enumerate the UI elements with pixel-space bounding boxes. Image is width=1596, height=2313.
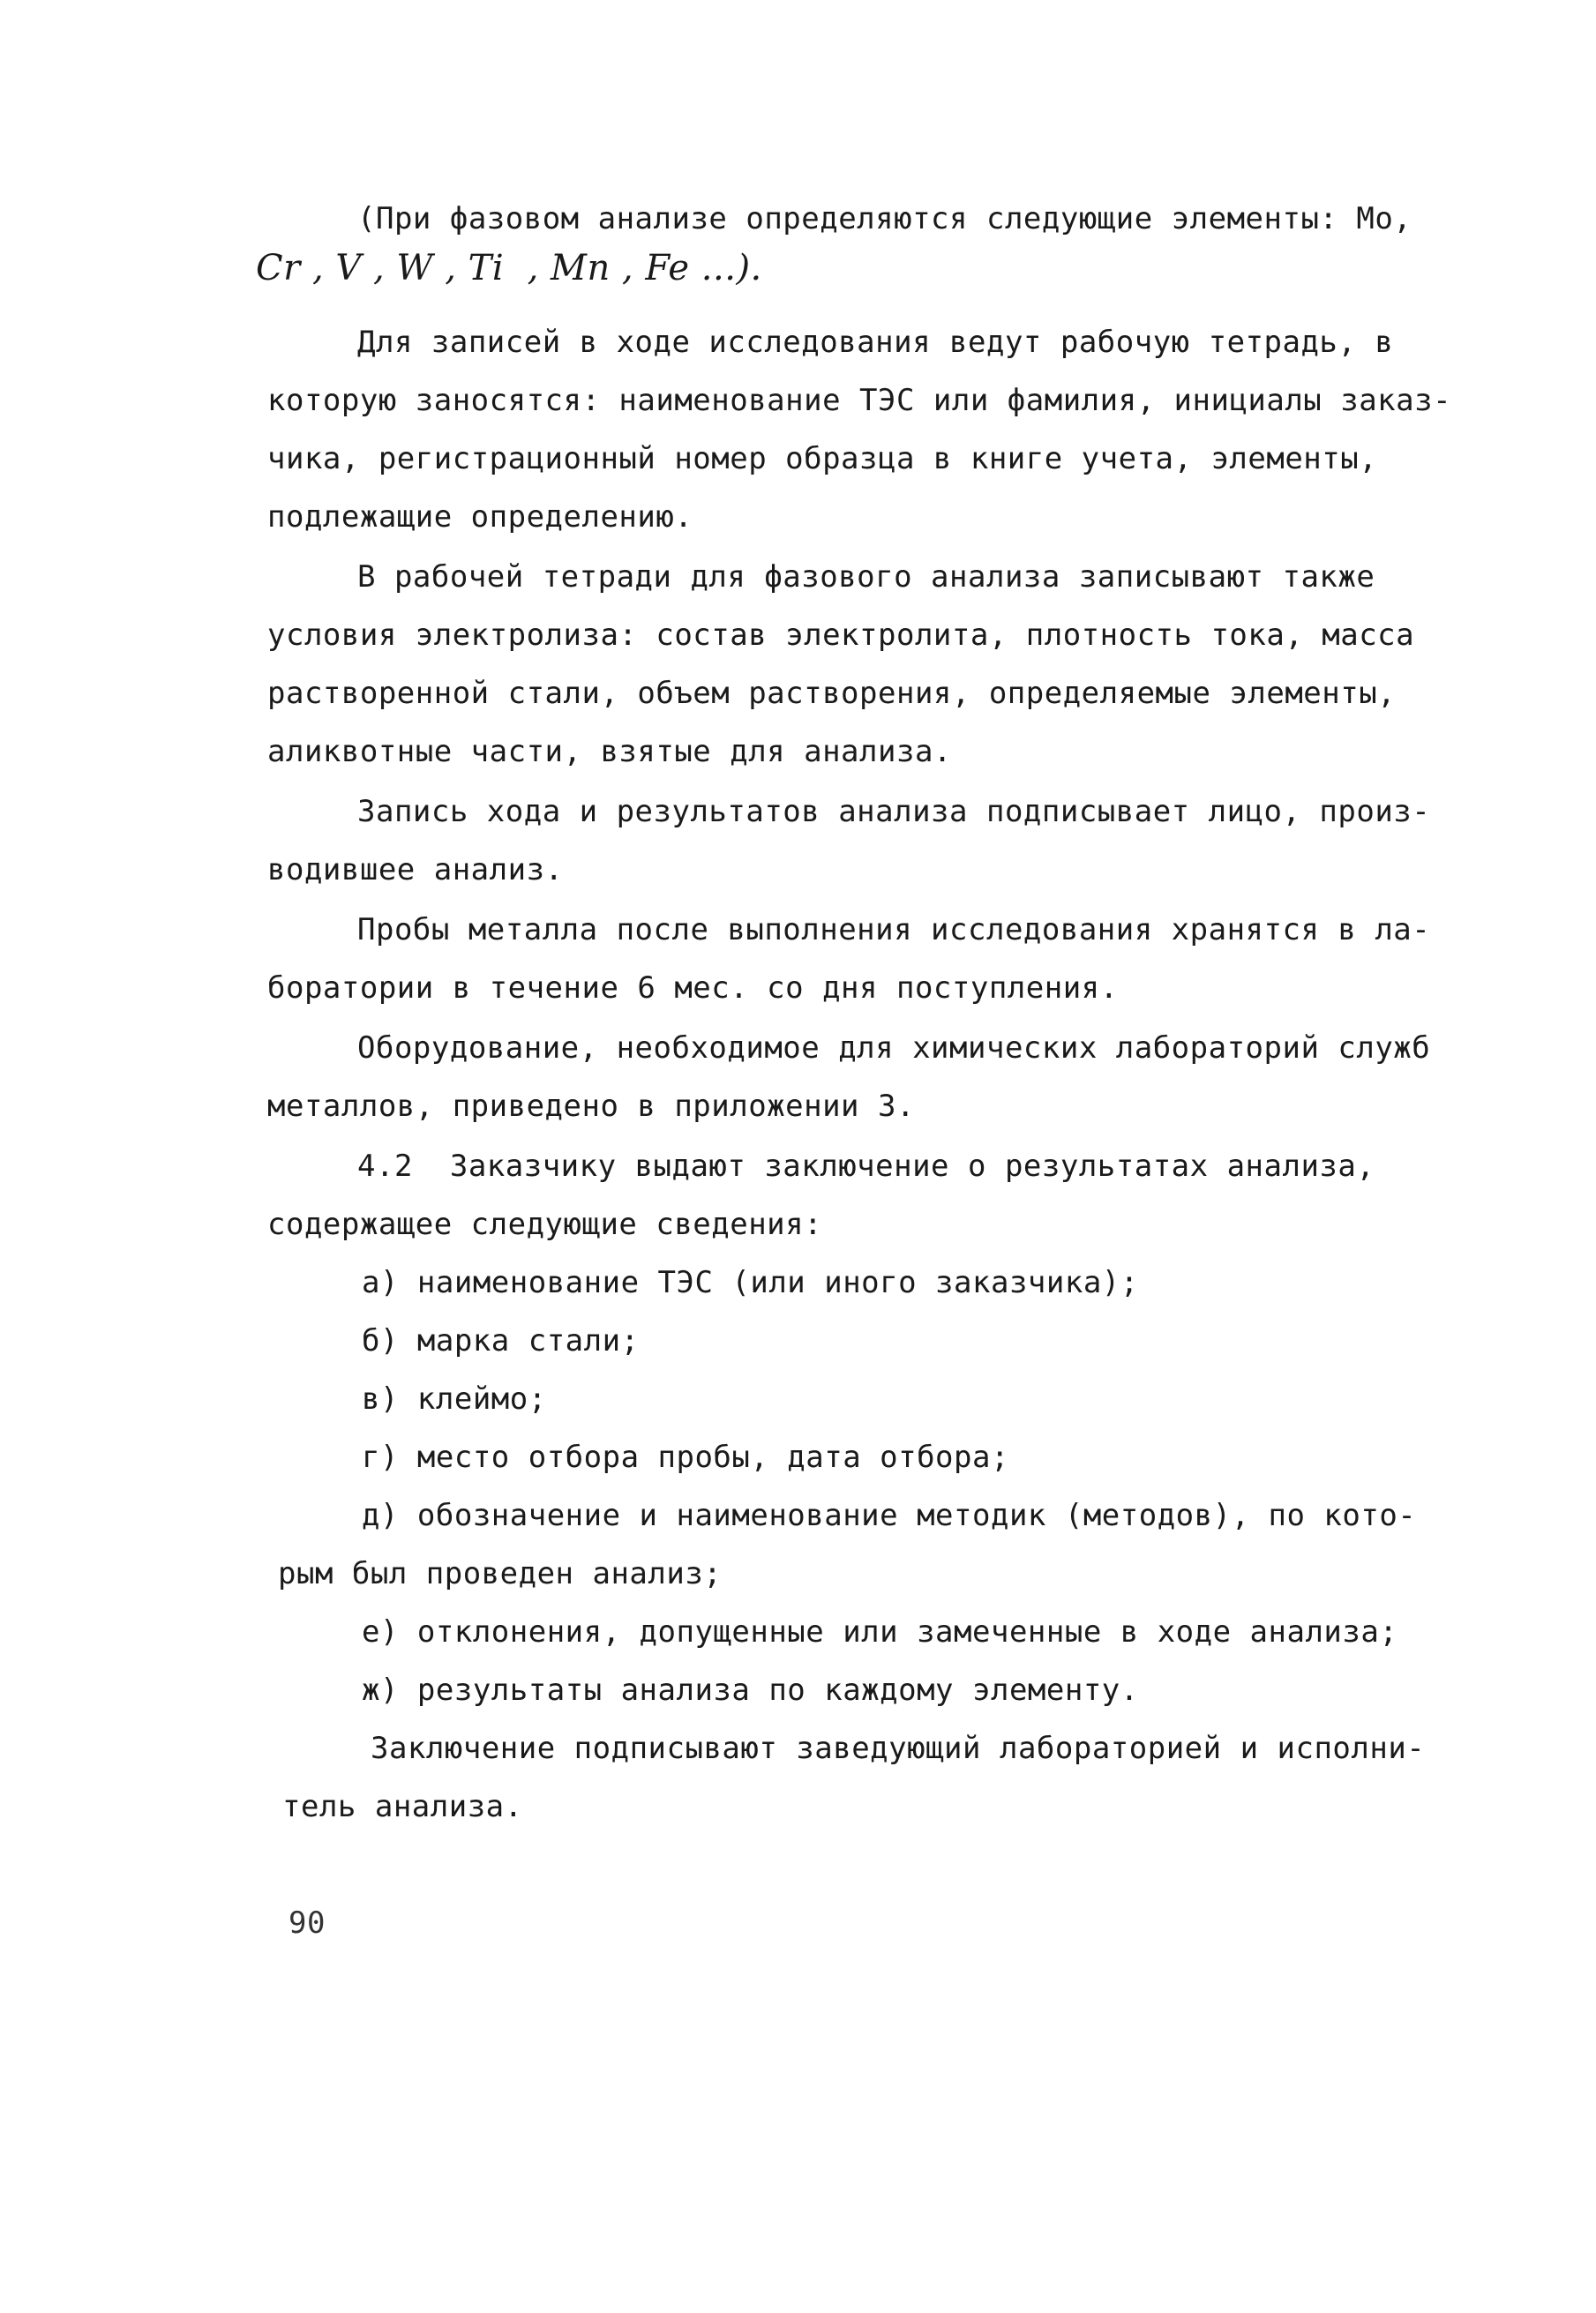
page-number: 90: [288, 1905, 326, 1941]
section-heading-line: 4.2 Заказчику выдают заключение о результатах анализа,: [357, 1149, 1375, 1184]
list-item: в) клеймо;: [362, 1381, 547, 1417]
text-line: боратории в течение 6 мес. со дня поступления.: [267, 970, 1119, 1006]
list-item: а) наименование ТЭС (или иного заказчика);: [362, 1265, 1139, 1300]
text-line: Оборудование, необходимое для химических лабораторий служб: [357, 1030, 1431, 1066]
text-line: металлов, приведено в приложении 3.: [267, 1089, 915, 1124]
text-line: аликвотные части, взятые для анализа.: [267, 734, 952, 769]
text-line: Заключение подписывают заведующий лабораторией и исполни-: [371, 1731, 1426, 1766]
text-line: растворенной стали, объем растворения, определяемые элементы,: [267, 676, 1397, 711]
text-line: тель анализа.: [282, 1789, 523, 1824]
text-line: чика, регистрационный номер образца в книге учета, элементы,: [267, 441, 1378, 476]
text-line: которую заносятся: наименование ТЭС или фамилия, инициалы заказ-: [267, 383, 1452, 418]
text-line: Пробы металла после выполнения исследования хранятся в ла-: [357, 912, 1431, 947]
text-line: (При фазовом анализе определяются следующие элементы: Mo,: [357, 201, 1412, 236]
list-item: г) место отбора пробы, дата отбора;: [362, 1440, 1009, 1475]
text-line: содержащее следующие сведения:: [267, 1207, 823, 1242]
text-line: Для записей в ходе исследования ведут рабочую тетрадь, в: [357, 325, 1394, 360]
list-item: б) марка стали;: [362, 1323, 640, 1359]
list-item-continuation: рым был проведен анализ;: [278, 1556, 723, 1591]
handwritten-elements-line: Cr , V , W , Ti , Mn , Fe ...).: [256, 248, 762, 288]
list-item: е) отклонения, допущенные или замеченные в ходе анализа;: [362, 1614, 1398, 1650]
text-line: подлежащие определению.: [267, 499, 693, 535]
list-item: д) обозначение и наименование методик (методов), по кото-: [362, 1498, 1417, 1533]
list-item: ж) результаты анализа по каждому элементу.: [362, 1673, 1139, 1708]
text-line: Запись хода и результатов анализа подписывает лицо, произ-: [357, 794, 1431, 829]
text-line: условия электролиза: состав электролита, плотность тока, масса: [267, 618, 1415, 653]
text-line: водившее анализ.: [267, 852, 564, 887]
text-line: В рабочей тетради для фазового анализа записывают также: [357, 559, 1375, 595]
